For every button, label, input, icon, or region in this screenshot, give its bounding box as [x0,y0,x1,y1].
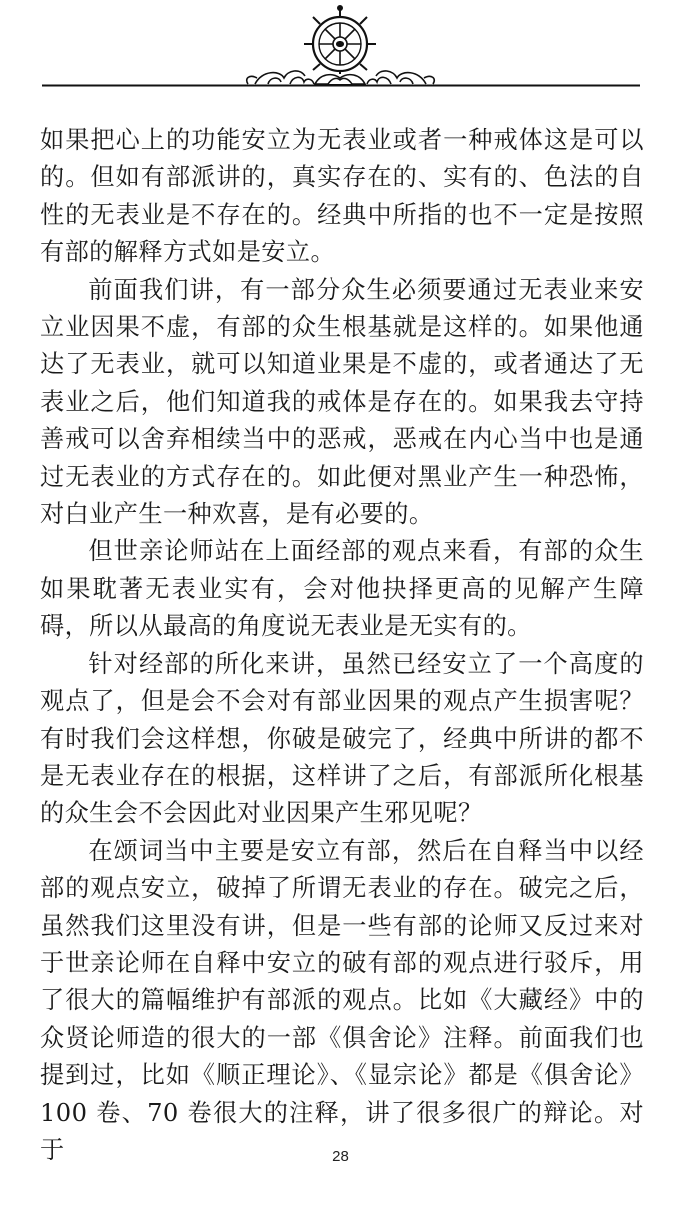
right-cloud-scroll [367,71,434,84]
left-cloud-scroll [247,71,314,84]
paragraph-1: 如果把心上的功能安立为无表业或者一种戒体这是可以的。但如有部派讲的，真实存在的、实有的、色法的自性的无表业是不存在的。经典中所指的也不一定是按照有部的解释方式如是安立。 [40,126,644,267]
page-number: 28 [332,1148,349,1165]
lotus-base [315,75,365,84]
paragraph-3: 但世亲论师站在上面经部的观点来看，有部的众生如果耽著无表业实有，会对他抉择更高的见解产生障碍，所以从最高的角度说无表业是无实有的。 [40,537,644,641]
dharma-wheel-ornament-icon [0,0,681,110]
page-body [40,122,644,1169]
paragraph-5: 在颂词当中主要是安立有部，然后在自释当中以经部的观点安立，破掉了所谓无表业的存在。破完之后，虽然我们这里没有讲，但是一些有部的论师又反过来对于世亲论师在自释中安立的破有部的观点进行驳斥，用了很大的篇幅维护有部派的观点。比如《大藏经》中的众贤论师造的很大的一部《俱舍论》注释。前面我们也提到过，比如《顺正理论》、《显宗论》都是《俱舍论》100 卷、70 卷很大的注释，讲了很多很广的辩论。对于 [40,836,644,1164]
page-header [0,0,681,110]
paragraph-4: 针对经部的所化来讲，虽然已经安立了一个高度的观点了，但是会不会对有部业因果的观点产生损害呢？有时我们会这样想，你破是破完了，经典中所讲的都不是无表业存在的根据，这样讲了之后，有部派所化根基的众生会不会因此对业因果产生邪见呢？ [40,649,644,828]
paragraph-2: 前面我们讲，有一部分众生必须要通过无表业来安立业因果不虚，有部的众生根基就是这样的。如果他通达了无表业，就可以知道业果是不虚的，或者通达了无表业之后，他们知道我的戒体是存在的。如果我去守持善戒可以舍弃相续当中的恶戒，恶戒在内心当中也是通过无表业的方式存在的。如此便对黑业产生一种恐怖，对白业产生一种欢喜，是有必要的。 [40,275,644,529]
